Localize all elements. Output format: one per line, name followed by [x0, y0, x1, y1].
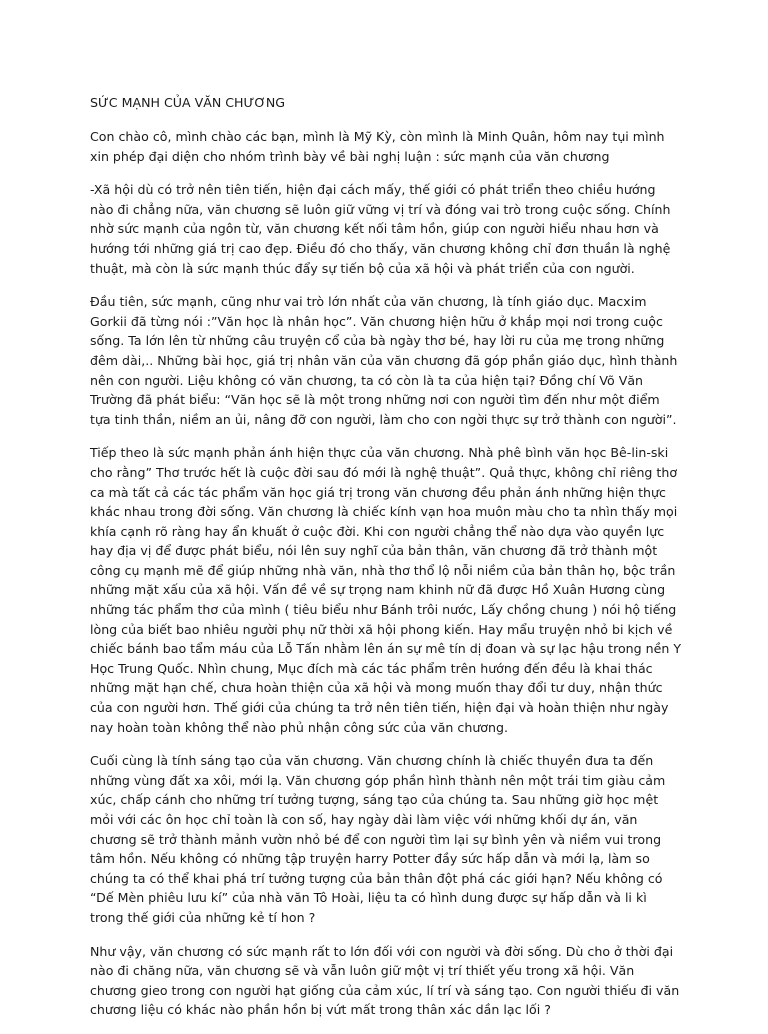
- paragraph-thesis: -Xã hội dù có trở nên tiên tiến, hiện đại cách mấy, thế giới có phát triển theo chiều hướng nào đi chẳng nữa, văn chương sẽ luôn giữ vững vị trí và đóng vai trò trong cuộc sống. Chính nhờ sức mạnh của ngôn từ, văn chương kết nối tâm hồn, giúp con người hiểu nhau hơn và hướng tới những giá trị cao đẹp. Điều đó cho thấy, văn chương không chỉ đơn thuần là nghệ thuật, mà còn là sức mạnh thúc đẩy sự tiến bộ của xã hội và phát triển của con người.: [90, 182, 671, 276]
- paragraph-introduction: Con chào cô, mình chào các bạn, mình là Mỹ Kỳ, còn mình là Minh Quân, hôm nay tụi mình xin phép đại diện cho nhóm trình bày về bài nghị luận : sức mạnh của văn chương: [90, 129, 665, 164]
- paragraph-reflect-reality: Tiếp theo là sức mạnh phản ánh hiện thực của văn chương. Nhà phê bình văn học Bê-lin-ski cho rằng” Thơ trước hết là cuộc đời sau đó mới là nghệ thuật”. Quả thực, không chỉ riêng thơ ca mà tất cả các tác phẩm văn học giá trị trong văn chương đều phản ánh những hiện thực khác nhau trong đời sống. Văn chương là chiếc kính vạn hoa muôn màu cho ta nhìn thấy mọi khía cạnh rõ ràng hay ẩn khuất ở cuộc đời. Khi con người chẳng thể nào dựa vào quyền lực hay địa vị để được phát biểu, nói lên suy nghĩ của bản thân, văn chương đã trở thành một công cụ mạnh mẽ để giúp những nhà văn, nhà thơ thổ lộ nỗi niềm của bản thân họ, bộc trần những mặt xấu của xã hội. Vấn đề về sự trọng nam khinh nữ đã được Hồ Xuân Hương cùng những tác phẩm thơ của mình ( tiêu biểu như Bánh trôi nước, Lấy chồng chung ) nói hộ tiếng lòng của biết bao nhiêu người phụ nữ thời xã hội phong kiến. Hay mẩu truyện nhỏ bi kịch về chiếc bánh bao tẩm máu của Lỗ Tấn nhằm lên án sự mê tín dị đoan và sự lạc hậu trong nền Y Học Trung Quốc. Nhìn chung, Mục đích mà các tác phẩm trên hướng đến đều là khai thác những mặt hạn chế, chưa hoàn thiện của xã hội và mong muốn thay đổi tư duy, nhận thức của con người hơn. Thế giới của chúng ta trở nên tiên tiến, hiện đại và hoàn thiện như ngày nay hoàn toàn không thể nào phủ nhận công sức của văn chương.: [90, 445, 682, 735]
- document-title: SỨC MẠNH CỦA VĂN CHƯƠNG: [90, 95, 286, 110]
- paragraph-conclusion: Như vậy, văn chương có sức mạnh rất to lớn đối với con người và đời sống. Dù cho ở thời đại nào đi chăng nữa, văn chương sẽ và vẫn luôn giữ một vị trí thiết yếu trong xã hội. Văn chương gieo trong con người hạt giống của cảm xúc, lí trí và sáng tạo. Con người thiếu đi văn chương liệu có khác nào phần hồn bị vứt mất trong thân xác dần lạc lối ?: [90, 943, 680, 1018]
- paragraph-creativity: Cuối cùng là tính sáng tạo của văn chương. Văn chương chính là chiếc thuyền đưa ta đến những vùng đất xa xôi, mới lạ. Văn chương góp phần hình thành nên một trái tim giàu cảm xúc, chấp cánh cho những trí tưởng tượng, sáng tạo của chúng ta. Sau những giờ học mệt mỏi với các ôn học chỉ toàn là con số, hay ngày dài làm việc với những khối dự án, văn chương sẽ trở thành mảnh vườn nhỏ bé để con người tìm lại sự bình yên và niềm vui trong tâm hồn. Nếu không có những tập truyện harry Potter đầy sức hấp dẫn và mới lạ, làm so chúng ta có thể khai phá trí tưởng tượng của bản thân đột phá các giới hạn? Nếu không có “Dế Mèn phiêu lưu kí” của nhà văn Tô Hoài, liệu ta có hình dung được sự hấp dẫn và li kì trong thế giới của những kẻ tí hon ?: [90, 753, 666, 925]
- document-body: [90, 93, 682, 1034]
- paragraph-education: Đầu tiên, sức mạnh, cũng như vai trò lớn nhất của văn chương, là tính giáo dục. Macxim Gorkii đã từng nói :”Văn học là nhân học”. Văn chương hiện hữu ở khắp mọi nơi trong cuộc sống. Ta lớn lên từ những câu truyện cổ của bà ngày thơ bé, hay lời ru của mẹ trong những đêm dài,.. Những bài học, giá trị nhân văn của văn chương đã góp phần giáo dục, hình thành nên con người. Liệu không có văn chương, ta có còn là ta của hiện tại? Đồng chí Võ Văn Trường đã phát biểu: “Văn học sẽ là một trong những nơi con người tìm đến như một điểm tựa tinh thần, niềm an ủi, nâng đỡ con người, làm cho con ngời thực sự trở thành con người”.: [90, 294, 678, 427]
